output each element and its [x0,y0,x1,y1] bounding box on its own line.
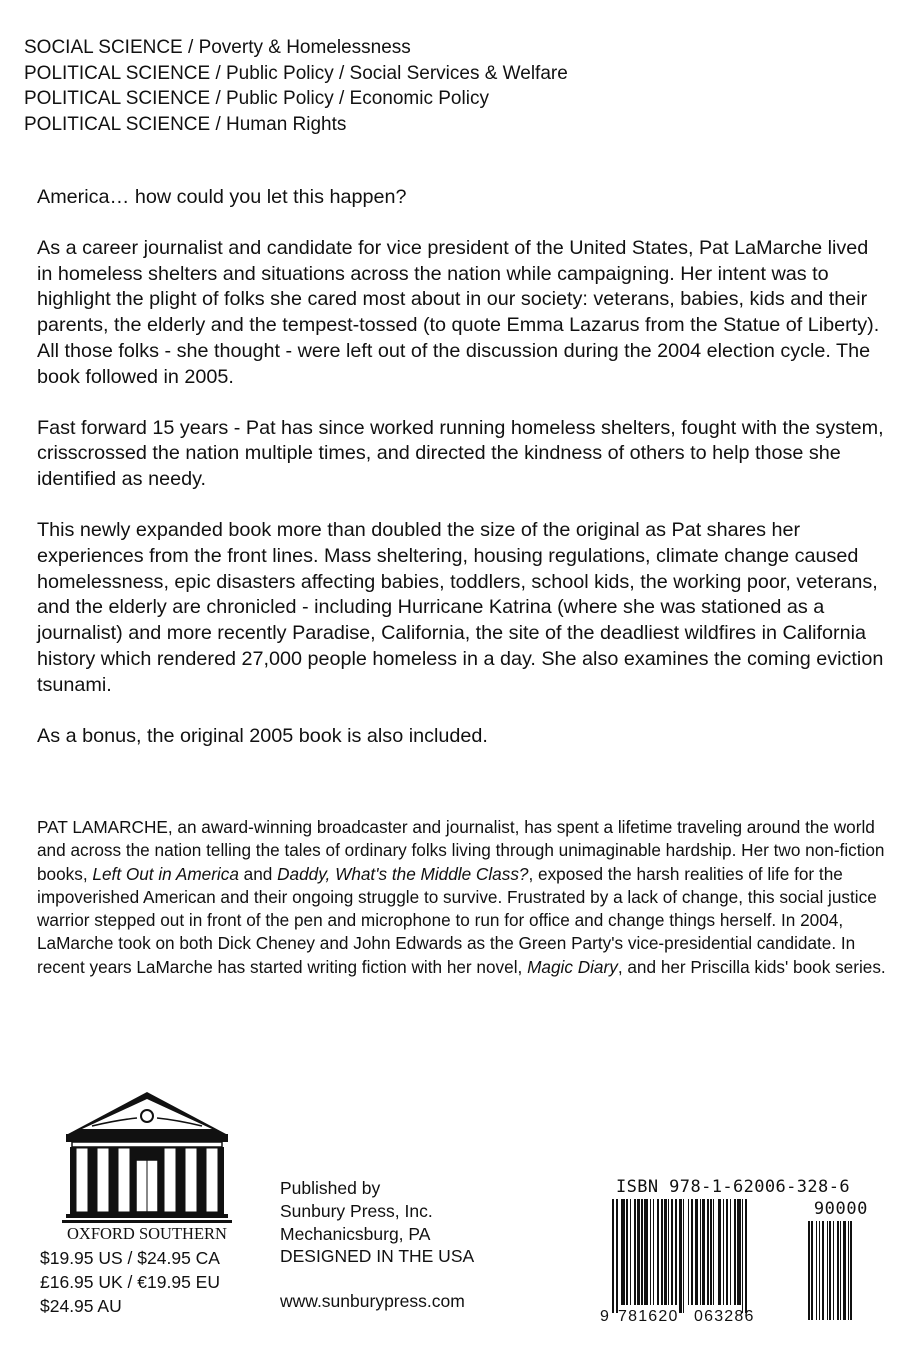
publisher-website[interactable]: www.sunburypress.com [280,1291,465,1311]
barcode-bar [621,1199,625,1305]
publisher-line: DESIGNED IN THE USA [280,1246,475,1267]
barcode-bar [700,1199,701,1305]
barcode-bar [718,1199,721,1305]
blurb-paragraph: As a career journalist and candidate for vice president of the United States, Pat LaMarche lived in homeless shelters and situations across the nation while campaigning. Her intent was to highlight the plight of folks she cared most about in our society: veterans, babies, kids and their parents, the elderly and the tempest-tossed (to quote Emma Lazarus from the Statue of Liberty). All those folks - she thought - were left out of the discussion during the 2004 election cycle. The book followed in 2005. [37,236,880,388]
publisher-info [280,1177,474,1268]
barcode-bar [737,1199,741,1305]
barcode-bar [827,1221,828,1320]
barcode-bar [630,1199,631,1305]
barcode-bar [664,1199,667,1305]
barcode-bar [661,1199,663,1305]
barcode-bar [707,1199,709,1305]
barcode-bar [848,1221,849,1320]
barcode-bar [616,1199,618,1313]
barcode-bar [822,1221,824,1320]
category-line: SOCIAL SCIENCE / Poverty & Homelessness [24,37,411,58]
blurb-paragraph: America… how could you let this happen? [37,186,407,208]
barcode-bar [634,1199,636,1305]
book-title: Daddy, What's the Middle Class? [277,863,529,884]
barcode-bar [726,1199,728,1305]
barcode-bar [683,1199,684,1313]
isbn-label: ISBN 978-1-62006-328-6 [616,1177,850,1197]
barcode-bar [829,1221,831,1320]
book-title: Left Out in America [92,863,239,884]
book-title: Magic Diary [527,956,618,977]
barcode-digits-right: 063286 [694,1308,755,1325]
barcode-bar [691,1199,693,1305]
barcode-digit-first: 9 [600,1308,611,1325]
author-bio [37,816,889,979]
barcode-bar [668,1199,669,1305]
publisher-line: Published by [280,1178,381,1198]
barcode-bar [811,1221,813,1320]
barcode-bar [808,1221,810,1320]
category-line: POLITICAL SCIENCE / Public Policy / Economic Policy [24,88,489,109]
barcode-bar [641,1199,643,1305]
barcode-bar [702,1199,705,1305]
category-line: POLITICAL SCIENCE / Public Policy / Social Services & Welfare [24,62,568,84]
bio-text: and [238,863,278,884]
temple-icon [62,1090,232,1240]
price-line: $19.95 US / $24.95 CA [40,1248,220,1268]
price-line: £16.95 UK / €19.95 EU [40,1272,220,1292]
bio-text: , and her Priscilla kids' book series. [617,956,886,977]
barcode-bar [657,1199,659,1305]
barcode-bar [730,1199,731,1305]
barcode-bar [723,1199,724,1305]
barcode-digits-left: 781620 [618,1308,679,1325]
barcode-bar [637,1199,640,1305]
barcode-bar [671,1199,673,1305]
isbn-barcode [598,1177,872,1331]
publisher-line: Mechanicsburg, PA [280,1223,431,1244]
bisac-categories [24,35,568,137]
book-blurb [37,185,885,774]
barcode-bar [734,1199,736,1305]
blurb-paragraph: Fast forward 15 years - Pat has since worked running homeless shelters, fought with the system, crisscrossed the nation multiple times, and directed the kindness of others to help those she identified as needy. [37,416,884,491]
barcode-bar [833,1221,834,1320]
category-line: POLITICAL SCIENCE / Human Rights [24,113,347,135]
barcode-bar [688,1199,689,1305]
publisher-line: Sunbury Press, Inc. [280,1200,433,1221]
barcode-bar [612,1199,614,1313]
bio-text: PAT LAMARCHE, an award-winning broadcaster and journalist, has spent a lifetime traveling around the world and across the nation telling the tales of ordinary folks living through unimaginable hardship. Her two non-fiction books, [37,817,885,884]
blurb-paragraph: This newly expanded book more than doubled the size of the original as Pat shares her experiences from the front lines. Mass sheltering, housing regulations, climate change caused homelessness, epic disasters affecting babies, toddlers, school kids, the working poor, veterans, and the elderly are chronicled - including Hurricane Katrina (where she was stationed as a journalist) and more recently Paradise, California, the site of the deadliest wildfires in California history which rendered 27,000 people homeless in a day. She also examines the coming eviction tsunami. [37,518,884,696]
barcode-bar [710,1199,712,1305]
barcode-bar [745,1199,747,1313]
barcode-bar [742,1199,743,1313]
barcode-bar [837,1221,839,1320]
barcode-bar [843,1221,846,1320]
price-line: $24.95 AU [40,1296,122,1316]
barcode-bar [675,1199,677,1305]
barcode-bar [695,1199,698,1305]
logo-wordmark: OXFORD SOUTHERN [67,1224,227,1240]
blurb-paragraph: As a bonus, the original 2005 book is also included. [37,724,488,747]
barcode-bar [713,1199,714,1305]
bio-text: , exposed the harsh realities of life for the impoverished American and their ongoing struggle to survive. Frustrated by a lack of change, this social justice warrior stepped out in front of the pen and microphone to run for office and change things herself. In 2004, LaMarche took on both Dick Cheney and John Edwards as the Green Party's vice-presidential candidate. In recent years LaMarche has started writing fiction with her novel, [37,863,877,977]
barcode-bar [644,1199,648,1305]
barcode-bar [650,1199,651,1305]
barcode-bar [653,1199,654,1305]
barcode-bar [679,1199,682,1313]
price-addon-code: 90000 [813,1199,868,1219]
barcode-bar [850,1221,852,1320]
price-list [40,1246,220,1318]
publisher-logo [62,1090,232,1240]
barcode-bar [840,1221,841,1320]
barcode-bar [816,1221,817,1320]
barcode-bar [819,1221,820,1320]
barcode-bar [626,1199,628,1305]
